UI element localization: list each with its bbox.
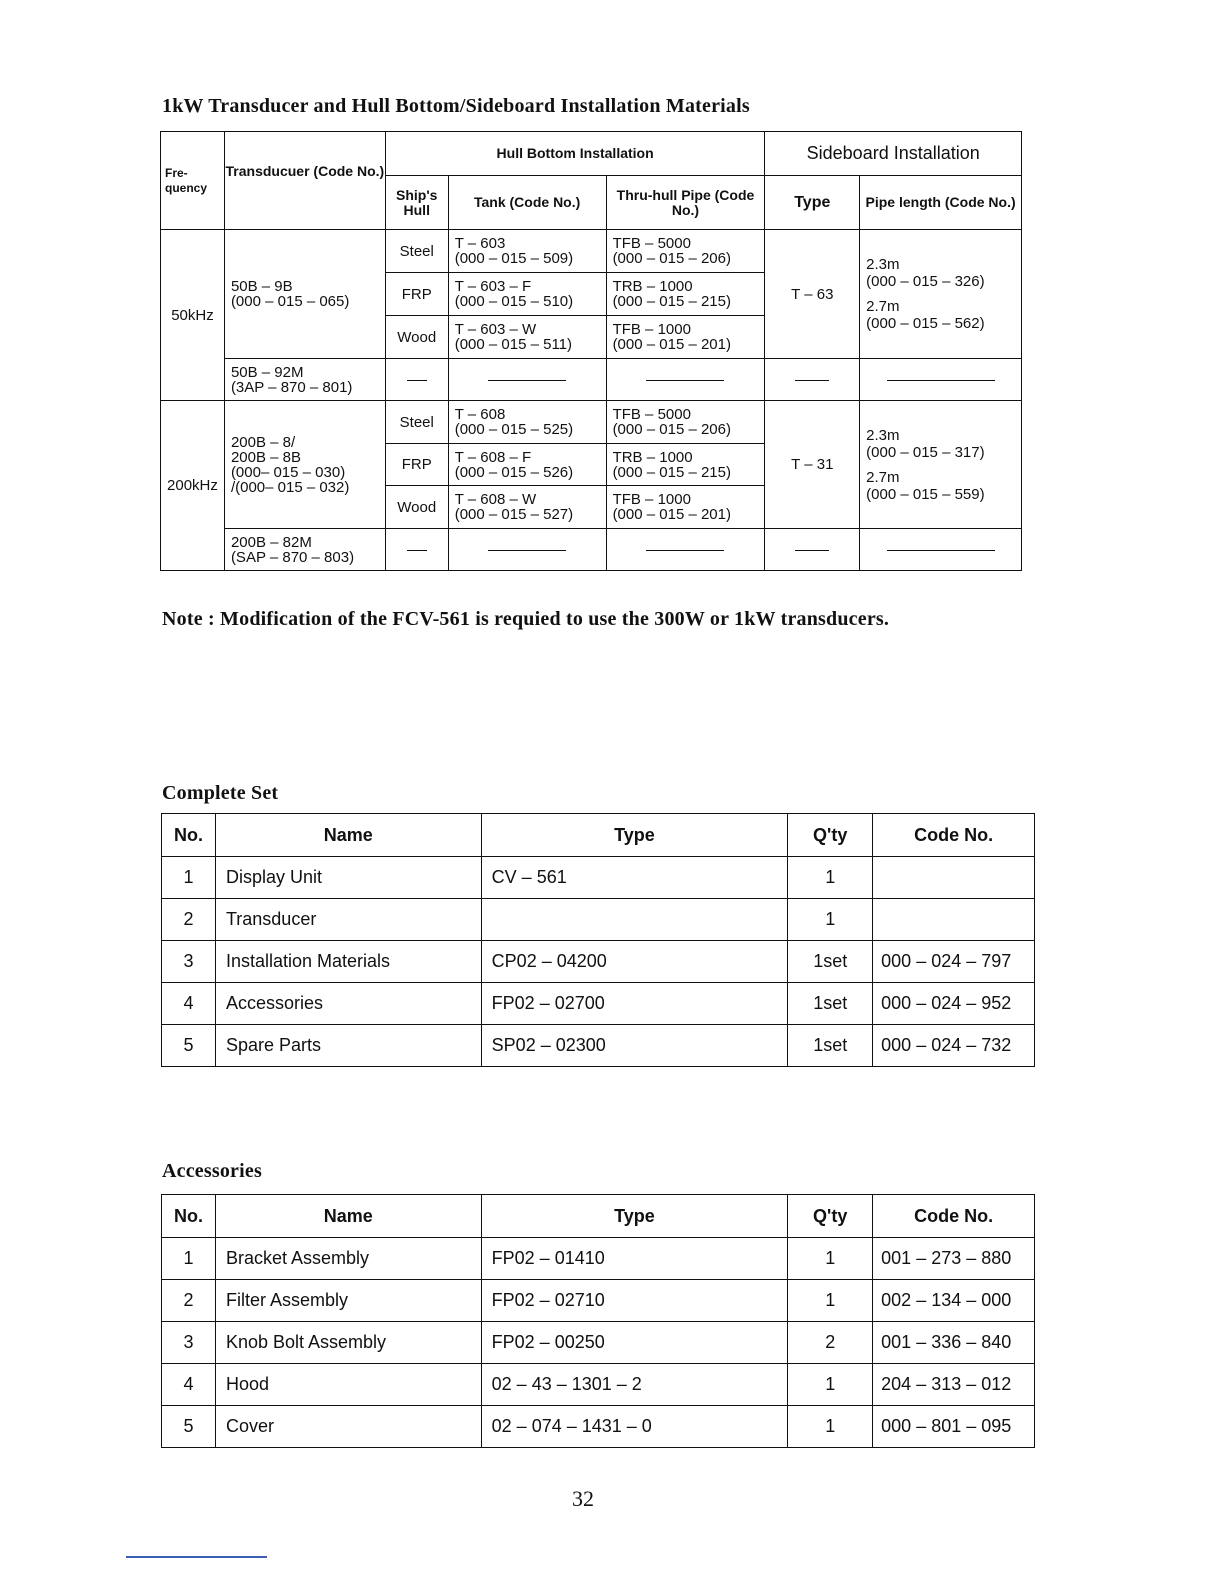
table-row: 1 Bracket Assembly FP02 – 01410 1 001 – 273 – 880	[162, 1238, 1035, 1280]
pipe-cell: TFB – 1000 (000 – 015 – 201)	[606, 486, 765, 529]
header-qty: Q'ty	[788, 814, 873, 857]
tank-cell: T – 608 – F (000 – 015 – 526)	[448, 444, 606, 486]
transducer-materials-table	[160, 131, 1022, 571]
page-number: 32	[572, 1486, 594, 1511]
header-sideboard: Sideboard Installation	[765, 132, 1022, 176]
table-row: 5 Spare Parts SP02 – 02300 1set 000 – 024 – 732	[162, 1025, 1035, 1067]
freq-200khz: 200kHz	[161, 401, 225, 571]
empty-dash	[860, 359, 1022, 401]
empty-dash	[765, 529, 860, 571]
pipe-length-cell: 2.3m (000 – 015 – 317) 2.7m (000 – 015 – 559)	[860, 401, 1022, 529]
freq-50khz: 50kHz	[161, 230, 225, 401]
hull-steel: Steel	[385, 401, 448, 444]
footer-rule	[126, 1556, 267, 1558]
accessories-table	[161, 1194, 1035, 1448]
table-row: 2 Filter Assembly FP02 – 02710 1 002 – 134 – 000	[162, 1280, 1035, 1322]
pipe-cell: TFB – 1000 (000 – 015 – 201)	[606, 316, 765, 359]
empty-dash	[448, 359, 606, 401]
pipe-cell: TRB – 1000 (000 – 015 – 215)	[606, 444, 765, 486]
complete-set-table	[161, 813, 1035, 1067]
header-code: Code No.	[873, 814, 1035, 857]
tank-cell: T – 603 (000 – 015 – 509)	[448, 230, 606, 273]
empty-dash	[385, 529, 448, 571]
header-no: No.	[162, 1195, 216, 1238]
page-title: 1kW Transducer and Hull Bottom/Sideboard Installation Materials	[162, 95, 750, 117]
transducer-200b-82m: 200B – 82M (SAP – 870 – 803)	[224, 529, 385, 571]
empty-dash	[860, 529, 1022, 571]
header-type: Type	[481, 1195, 788, 1238]
empty-dash	[606, 359, 765, 401]
header-type: Type	[765, 176, 860, 230]
header-hull-bottom: Hull Bottom Installation	[385, 132, 765, 176]
header-code: Code No.	[873, 1195, 1035, 1238]
note-text: Note : Modification of the FCV-561 is requied to use the 300W or 1kW transducers.	[162, 608, 890, 630]
header-qty: Q'ty	[788, 1195, 873, 1238]
hull-wood: Wood	[385, 486, 448, 529]
header-type: Type	[481, 814, 788, 857]
tank-cell: T – 608 (000 – 015 – 525)	[448, 401, 606, 444]
header-transducer: Transducuer (Code No.)	[224, 132, 385, 230]
pipe-cell: TFB – 5000 (000 – 015 – 206)	[606, 401, 765, 444]
transducer-50b-9b: 50B – 9B (000 – 015 – 065)	[224, 230, 385, 359]
hull-frp: FRP	[385, 273, 448, 316]
complete-set-title: Complete Set	[162, 782, 279, 804]
tank-cell: T – 603 – F (000 – 015 – 510)	[448, 273, 606, 316]
header-name: Name	[215, 1195, 481, 1238]
header-name: Name	[215, 814, 481, 857]
table-row: 4 Hood 02 – 43 – 1301 – 2 1 204 – 313 – 012	[162, 1364, 1035, 1406]
transducer-50b-92m: 50B – 92M (3AP – 870 – 801)	[224, 359, 385, 401]
hull-frp: FRP	[385, 444, 448, 486]
table-row: 5 Cover 02 – 074 – 1431 – 0 1 000 – 801 – 095	[162, 1406, 1035, 1448]
hull-steel: Steel	[385, 230, 448, 273]
header-frequency: Fre- quency	[161, 132, 225, 230]
table-row: 2 Transducer 1	[162, 899, 1035, 941]
header-tank: Tank (Code No.)	[448, 176, 606, 230]
header-thru-hull: Thru-hull Pipe (Code No.)	[606, 176, 765, 230]
transducer-200b-8: 200B – 8/ 200B – 8B (000– 015 – 030) /(000– 015 – 032)	[224, 401, 385, 529]
empty-dash	[448, 529, 606, 571]
empty-dash	[606, 529, 765, 571]
header-no: No.	[162, 814, 216, 857]
header-ships-hull: Ship's Hull	[385, 176, 448, 230]
sideboard-type: T – 31	[765, 401, 860, 529]
empty-dash	[765, 359, 860, 401]
table-row: 1 Display Unit CV – 561 1	[162, 857, 1035, 899]
pipe-cell: TRB – 1000 (000 – 015 – 215)	[606, 273, 765, 316]
header-pipe-length: Pipe length (Code No.)	[860, 176, 1022, 230]
accessories-title: Accessories	[162, 1160, 262, 1182]
hull-wood: Wood	[385, 316, 448, 359]
table-row: 3 Installation Materials CP02 – 04200 1set 000 – 024 – 797	[162, 941, 1035, 983]
table-row: 4 Accessories FP02 – 02700 1set 000 – 024 – 952	[162, 983, 1035, 1025]
sideboard-type: T – 63	[765, 230, 860, 359]
pipe-length-cell: 2.3m (000 – 015 – 326) 2.7m (000 – 015 – 562)	[860, 230, 1022, 359]
table-row: 3 Knob Bolt Assembly FP02 – 00250 2 001 – 336 – 840	[162, 1322, 1035, 1364]
tank-cell: T – 603 – W (000 – 015 – 511)	[448, 316, 606, 359]
tank-cell: T – 608 – W (000 – 015 – 527)	[448, 486, 606, 529]
pipe-cell: TFB – 5000 (000 – 015 – 206)	[606, 230, 765, 273]
empty-dash	[385, 359, 448, 401]
